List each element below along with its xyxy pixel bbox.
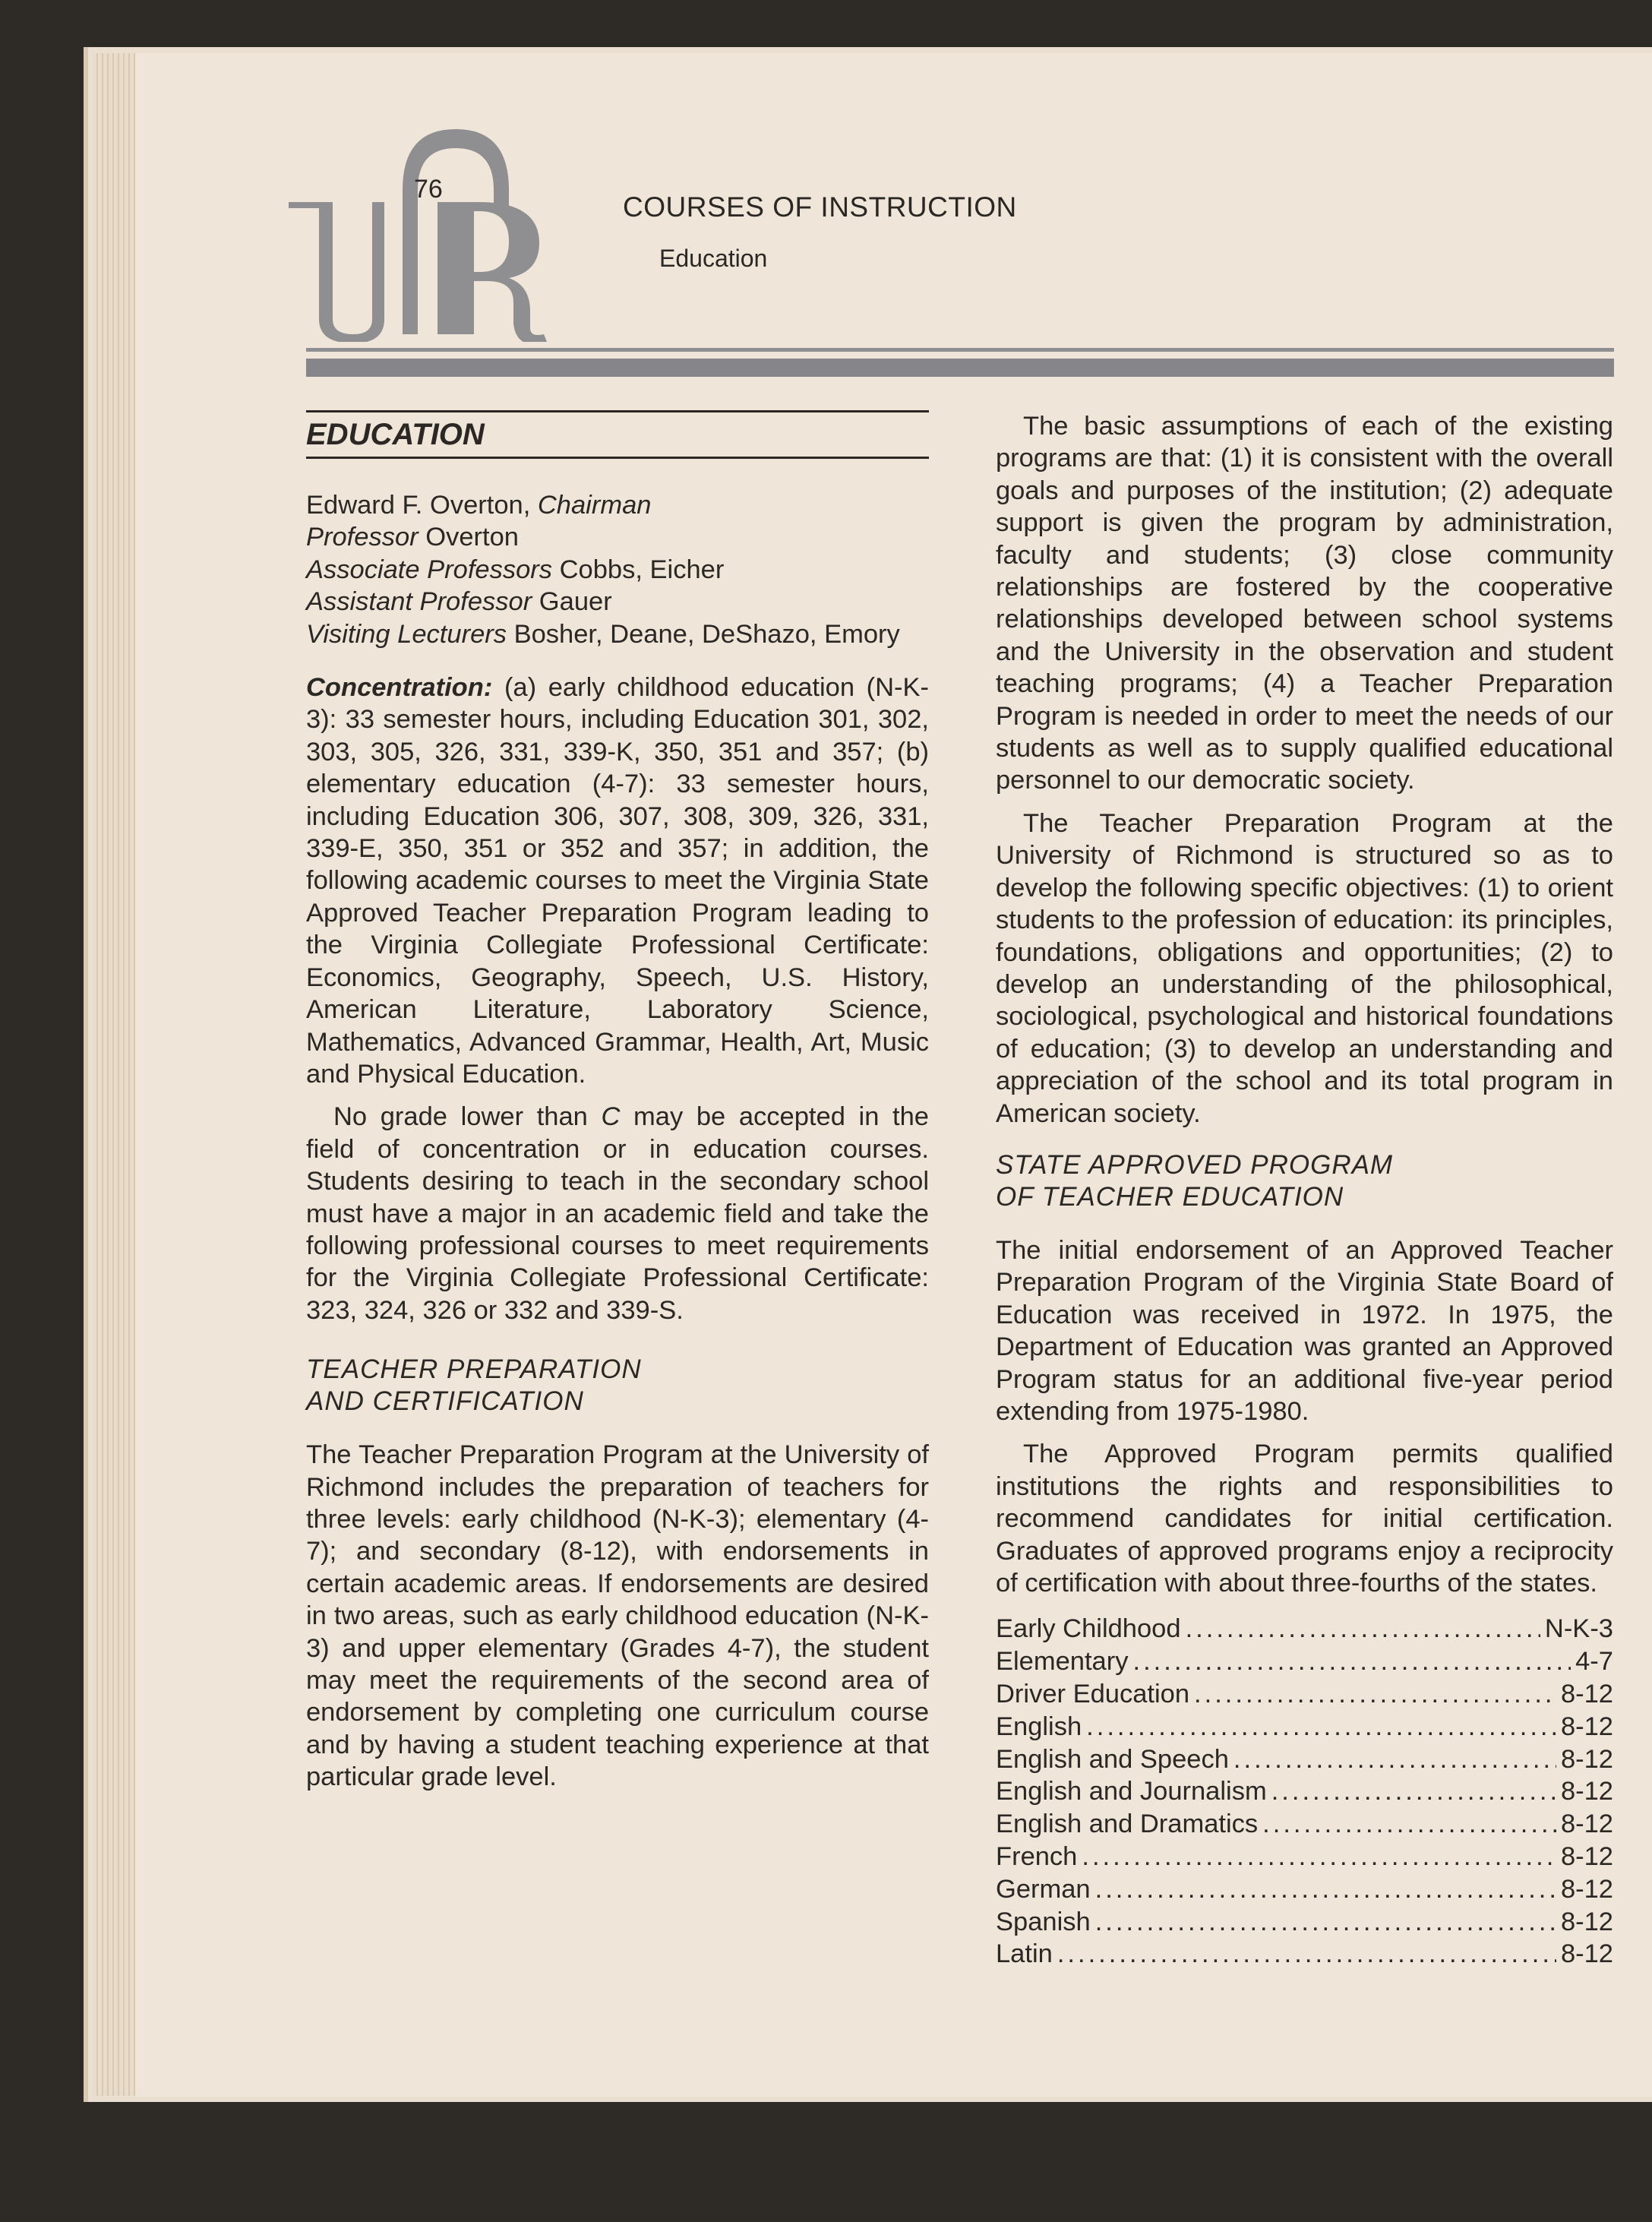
grade-paragraph: No grade lower than C may be accepted in the field of concentration or in education courses. Students desiring to teach in the secondary school must have a major in an academic field and take the following professional courses to meet requirements for the Virginia Collegiate Professional Certificate: 323, 324, 326 or 332 and 339-S. <box>306 1102 929 1325</box>
list-item: English and Speech ..... 8-12 <box>996 1743 1613 1776</box>
faculty-associate: Associate Professors Cobbs, Eicher <box>306 555 725 584</box>
list-item: French ..... 8-12 <box>996 1841 1613 1873</box>
programs-list <box>996 1613 1613 1971</box>
list-item: English and Journalism ..... 8-12 <box>996 1775 1613 1808</box>
list-item: German ..... 8-12 <box>996 1873 1613 1906</box>
objectives-paragraph: The Teacher Preparation Program at the University of Richmond is structured so as to develop the following specific objectives: (1) to orient students to the profession of education: its principles, foundations, obligations and opportunities; (2) to develop an understanding of the philosophical, sociological, psychological and historical foundations of education; (3) to develop an understanding and appreciation of the school and its total program in American society. <box>996 808 1613 1128</box>
assumptions-paragraph: The basic assumptions of each of the existing programs are that: (1) it is consistent with the overall goals and purposes of the institution; (2) adequate support is given the program by administration, faculty and students; (3) close community relationships are fostered by the cooperative relationships developed between school systems and the University in the observation and student teaching programs; (4) a Teacher Preparation Program is needed in order to meet the needs of our students as well as to supply qualified educational personnel to our democratic society. <box>996 412 1613 795</box>
endorsement-paragraph: The initial endorsement of an Approved Teacher Preparation Program of the Virginia State Board of Education was received in 1972. In 1975, the Department of Education was granted an Approved Program status for an additional five-year period extending from 1975-1980. <box>996 1235 1613 1426</box>
header-rule-thin <box>306 348 1614 352</box>
faculty-list <box>306 489 929 650</box>
faculty-visiting: Visiting Lecturers Bosher, Deane, DeShazo, Emory <box>306 619 900 649</box>
teacher-prep-paragraph: The Teacher Preparation Program at the University of Richmond includes the preparation of teachers for three levels: early childhood (N-K-3); elementary (4-7); and secondary (8-12), with endorsements in certain academic areas. If endorsements are desired in two areas, such as early childhood education (N-K-3) and upper elementary (Grades 4-7), the student may meet the requirements of the second area of endorsement by completing one curriculum course and by having a student teaching experience at that particular grade level. <box>306 1440 929 1792</box>
teacher-prep-heading: TEACHER PREPARATION AND CERTIFICATION <box>306 1354 642 1417</box>
section-title: EDUCATION <box>306 412 929 459</box>
right-column <box>996 410 1613 1971</box>
ur-logo <box>289 129 592 342</box>
left-column <box>306 410 929 1804</box>
list-item: Elementary ..... 4-7 <box>996 1645 1613 1678</box>
list-item: Driver Education ..... 8-12 <box>996 1678 1613 1711</box>
approved-program-paragraph: The Approved Program permits qualified institutions the rights and responsibilities to recommend candidates for initial certification. Graduates of approved programs enjoy a reciprocity of certification with about three-fourths of the states. <box>996 1440 1613 1598</box>
page-number: 76 <box>414 175 443 204</box>
list-item: Spanish ..... 8-12 <box>996 1906 1613 1939</box>
header-title: COURSES OF INSTRUCTION <box>623 191 1017 223</box>
faculty-assistant: Assistant Professor Gauer <box>306 587 612 617</box>
list-item: Latin ..... 8-12 <box>996 1938 1613 1971</box>
list-item: Early Childhood ..... N-K-3 <box>996 1613 1613 1645</box>
list-item: English and Dramatics ..... 8-12 <box>996 1808 1613 1841</box>
state-program-heading: STATE APPROVED PROGRAM OF TEACHER EDUCATION <box>996 1149 1394 1212</box>
concentration-paragraph: Concentration: (a) early childhood education (N-K-3): 33 semester hours, including Education 301, 302, 303, 305, 326, 331, 339-K, 350, 351 and 357; (b) elementary education (4-7): 33 semester hours, including Education 306, 307, 308, 309, 326, 331, 339-E, 350, 351 or 352 and 357; in addition, the following academic courses to meet the Virginia State Approved Teacher Preparation Program leading to the Virginia Collegiate Professional Certificate: Economics, Geography, Speech, U.S. History, American Literature, Laboratory Science, Mathematics, Advanced Grammar, Health, Art, Music and Physical Education. <box>306 673 929 1089</box>
list-item: English ..... 8-12 <box>996 1711 1613 1743</box>
faculty-professor: Professor Overton <box>306 523 519 552</box>
header-subtitle: Education <box>659 245 768 272</box>
faculty-chairman: Edward F. Overton, Chairman <box>306 491 652 520</box>
header-rule-thick <box>306 359 1614 377</box>
